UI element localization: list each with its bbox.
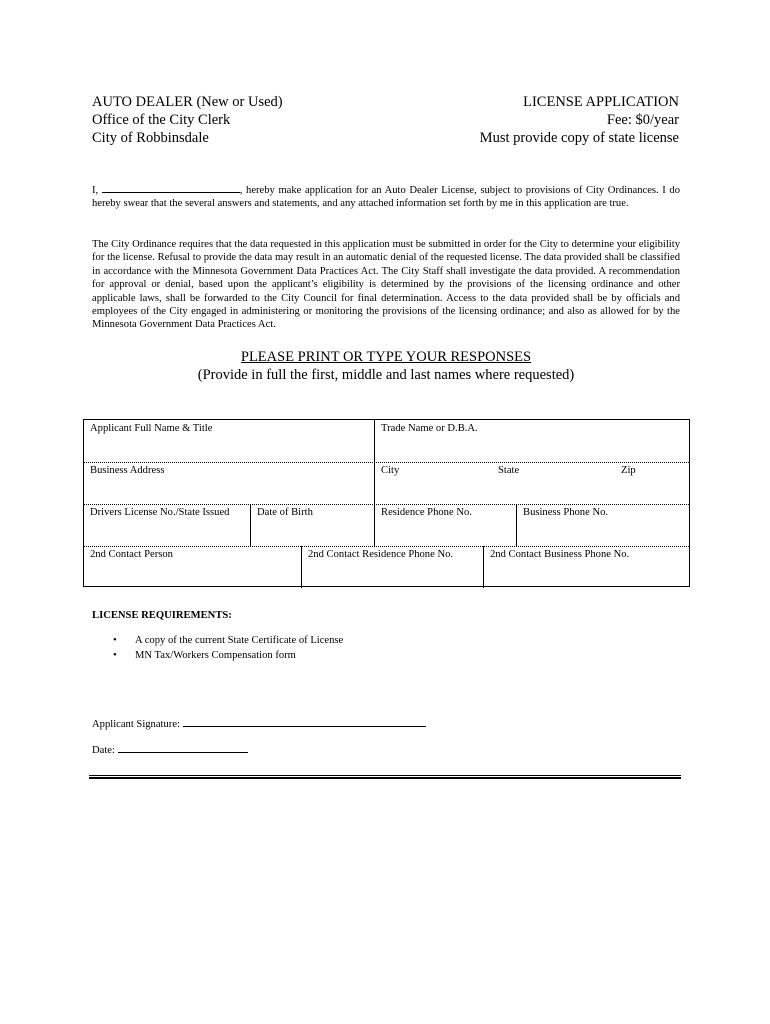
- license-requirements: [92, 609, 680, 663]
- intro-paragraph: [92, 183, 680, 211]
- drivers-license-field[interactable]: [84, 504, 250, 546]
- field-label: Zip: [621, 465, 636, 476]
- intro-text: , hereby make application for an Auto Dealer License, subject to provisions of City Ordinances. I do hereby swear that the several answers and statements, and any attached information set forth by me in this application are true.: [92, 185, 680, 210]
- application-form-table: [83, 419, 690, 587]
- header-left-block: [92, 93, 283, 147]
- business-address-field[interactable]: [84, 462, 374, 504]
- business-phone-field[interactable]: [516, 504, 690, 546]
- city-state-zip-field[interactable]: [374, 462, 690, 504]
- contact-person-field[interactable]: [84, 546, 301, 588]
- residence-phone-field[interactable]: [374, 504, 516, 546]
- field-label: 2nd Contact Residence Phone No.: [308, 549, 454, 560]
- bullet-icon: •: [113, 649, 117, 661]
- requirement-text: A copy of the current State Certificate of License: [135, 634, 344, 646]
- field-label: 2nd Contact Business Phone No.: [490, 549, 630, 560]
- state-license-note: Must provide copy of state license: [479, 130, 679, 146]
- signature-label: Applicant Signature:: [92, 719, 183, 730]
- field-label: Applicant Full Name & Title: [90, 423, 213, 434]
- office-name: Office of the City Clerk: [92, 112, 231, 128]
- instructions-subtitle: (Provide in full the first, middle and last names where requested): [197, 367, 575, 383]
- form-row: [84, 546, 689, 588]
- field-label: Trade Name or D.B.A.: [381, 423, 478, 434]
- trade-name-field[interactable]: [374, 420, 690, 462]
- list-item: [92, 648, 680, 663]
- requirements-title: LICENSE REQUIREMENTS:: [92, 610, 232, 621]
- footer-divider: [89, 775, 681, 776]
- form-row: [84, 504, 689, 546]
- date-row: [92, 742, 248, 756]
- field-label: Business Phone No.: [523, 507, 609, 518]
- field-label: Residence Phone No.: [381, 507, 472, 518]
- field-label: Business Address: [90, 465, 165, 476]
- form-row: [84, 462, 689, 504]
- applicant-name-blank[interactable]: [102, 183, 240, 193]
- signature-line[interactable]: [183, 716, 426, 727]
- field-label: 2nd Contact Person: [90, 549, 173, 560]
- date-label: Date:: [92, 745, 118, 756]
- contact-residence-phone-field[interactable]: [301, 546, 483, 588]
- header-right-block: [480, 93, 679, 147]
- list-item: [92, 633, 680, 648]
- signature-row: [92, 716, 426, 730]
- instructions: [92, 348, 680, 384]
- fee: Fee: $0/year: [606, 112, 679, 128]
- intro-prefix: I,: [92, 185, 102, 196]
- requirement-text: MN Tax/Workers Compensation form: [135, 649, 296, 661]
- instructions-title: PLEASE PRINT OR TYPE YOUR RESPONSES: [240, 349, 532, 365]
- date-of-birth-field[interactable]: [250, 504, 374, 546]
- license-type: AUTO DEALER (New or Used): [92, 94, 283, 110]
- requirements-list: [92, 633, 680, 663]
- field-label: Date of Birth: [257, 507, 313, 518]
- field-label: State: [498, 465, 520, 476]
- bullet-icon: •: [113, 634, 117, 646]
- document-title: LICENSE APPLICATION: [523, 94, 679, 110]
- ordinance-paragraph: The City Ordinance requires that the data requested in this application must be submitted in order for the City to determine your eligibility for the license. Refusal to provide the data may result in an automatic denial of the requested license. The data provided shall be classified in accordance with the Minnesota Government Data Practices Act. The City Staff shall investigate the data provided. A recommendation for approval or denial, based upon the applicant’s eligibility is determined by the provisions of the licensing ordinance and other applicable laws, shall be forwarded to the City Council for final determination. Access to the data provided shall be by officials and employees of the City engaged in administering or monitoring the provisions of the licensing ordinance; and also as allowed for by the Minnesota Government Data Practices Act.: [92, 239, 680, 331]
- contact-business-phone-field[interactable]: [483, 546, 690, 588]
- form-row: [84, 420, 689, 462]
- city-name: City of Robbinsdale: [92, 130, 209, 146]
- applicant-name-field[interactable]: [84, 420, 374, 462]
- field-label: City: [381, 465, 400, 476]
- field-label: Drivers License No./State Issued: [90, 507, 230, 518]
- date-line[interactable]: [118, 742, 248, 753]
- footer-divider-thick: [89, 777, 681, 779]
